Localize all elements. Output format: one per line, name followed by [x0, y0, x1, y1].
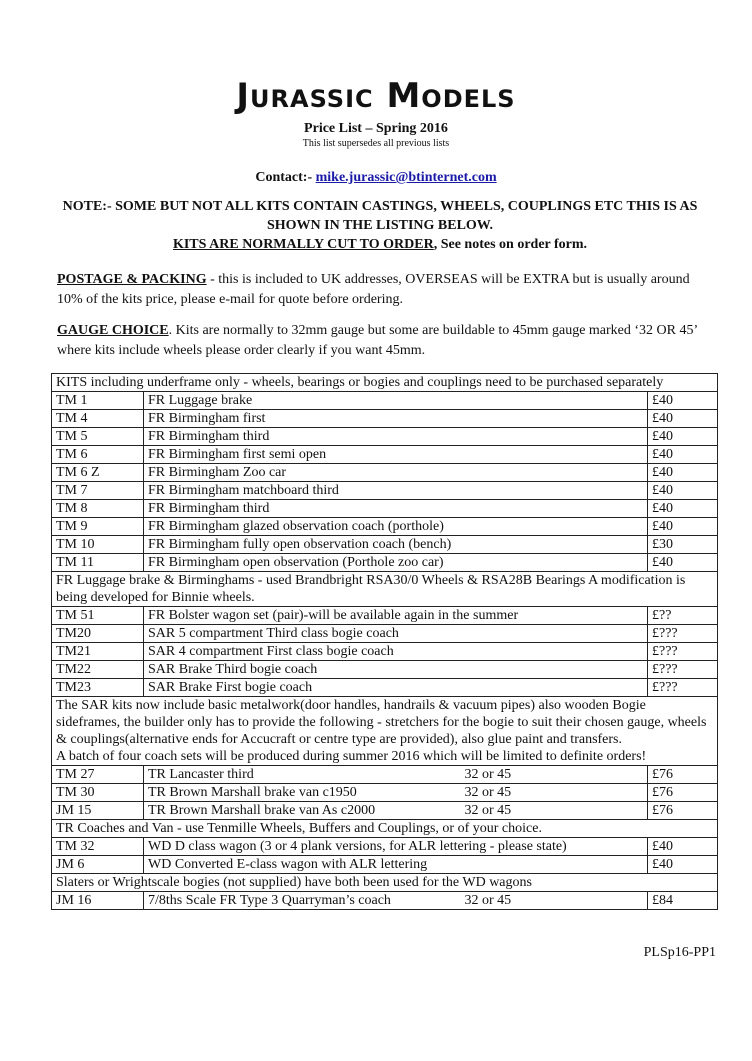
- table-row: [52, 856, 718, 874]
- kit-price: £40: [648, 482, 718, 500]
- kit-description: FR Birmingham glazed observation coach (porthole): [144, 518, 461, 536]
- table-note-row: [52, 374, 718, 392]
- kit-price: £???: [648, 661, 718, 679]
- kit-price: £40: [648, 856, 718, 874]
- table-row: [52, 554, 718, 572]
- kit-description: FR Birmingham matchboard third: [144, 482, 461, 500]
- batch-note: A batch of four coach sets will be produced during summer 2016 which will be limited to definite orders!: [56, 749, 647, 764]
- kit-description: FR Birmingham Zoo car: [144, 464, 461, 482]
- kit-gauge: [461, 428, 648, 446]
- postage-text: - this is included to UK addresses, OVERSEAS will be EXTRA but is usually around 10% of the kits price, please e-mail for quote before ordering.: [57, 272, 690, 307]
- kit-price: £40: [648, 428, 718, 446]
- kit-gauge: [461, 392, 648, 410]
- table-note: FR Luggage brake & Birminghams - used Brandbright RSA30/0 Wheels & RSA28B Bearings A modification is being developed for Binnie wheels.: [52, 572, 718, 607]
- kit-description: FR Birmingham first semi open: [144, 446, 461, 464]
- table-row: [52, 784, 718, 802]
- table-row: [52, 536, 718, 554]
- table-row: [52, 500, 718, 518]
- kit-price: £40: [648, 410, 718, 428]
- footer-ref: PLSp16-PP1: [643, 945, 716, 960]
- kit-code: TM 10: [52, 536, 144, 554]
- table-note-row: [52, 697, 718, 766]
- kit-gauge: 32 or 45: [461, 802, 648, 820]
- table-row: [52, 518, 718, 536]
- kit-price: £40: [648, 446, 718, 464]
- kit-price: £76: [648, 766, 718, 784]
- kit-gauge: [461, 643, 648, 661]
- kit-description: SAR Brake First bogie coach: [144, 679, 461, 697]
- table-note: KITS including underframe only - wheels, bearings or bogies and couplings need to be purchased separately: [52, 374, 718, 392]
- postage-heading: POSTAGE & PACKING: [57, 272, 207, 287]
- table-note-row: [52, 820, 718, 838]
- kits-cut-suffix: , See notes on order form.: [433, 237, 588, 252]
- kit-code: TM 4: [52, 410, 144, 428]
- kit-description: FR Birmingham third: [144, 500, 461, 518]
- kit-gauge: [461, 625, 648, 643]
- kit-code: TM 11: [52, 554, 144, 572]
- table-row: [52, 766, 718, 784]
- table-note-row: [52, 572, 718, 607]
- postage-paragraph: [57, 270, 717, 310]
- table-row: [52, 446, 718, 464]
- page-title: Jurassic Models: [236, 76, 516, 116]
- kit-gauge: [461, 856, 648, 874]
- kit-code: TM23: [52, 679, 144, 697]
- kit-code: TM 27: [52, 766, 144, 784]
- kits-note-text: NOTE:- SOME BUT NOT ALL KITS CONTAIN CASTINGS, WHEELS, COUPLINGS ETC THIS IS AS SHOWN IN THE LISTING BELOW.: [62, 199, 698, 233]
- contact-email-link[interactable]: mike.jurassic@btinternet.com: [315, 170, 497, 185]
- kit-price: £40: [648, 554, 718, 572]
- supersede-note: This list supersedes all previous lists: [302, 138, 450, 149]
- kit-price: £76: [648, 802, 718, 820]
- table-row: [52, 464, 718, 482]
- kit-price: £???: [648, 679, 718, 697]
- kit-price: £40: [648, 464, 718, 482]
- kit-price: £40: [648, 392, 718, 410]
- kit-code: TM20: [52, 625, 144, 643]
- kit-price: £40: [648, 838, 718, 856]
- kit-description: WD Converted E-class wagon with ALR lettering: [144, 856, 461, 874]
- table-row: [52, 802, 718, 820]
- table-row: [52, 661, 718, 679]
- table-row: [52, 482, 718, 500]
- kit-description: FR Bolster wagon set (pair)-will be available again in the summer: [144, 607, 461, 625]
- kits-table-body: [52, 374, 718, 910]
- table-row: [52, 410, 718, 428]
- sar-kits-note: The SAR kits now include basic metalwork(door handles, handrails & vacuum pipes) also wooden Bogie sideframes, the builder only has to provide the following - stretchers for the bogie to suit their chosen gauge, wheels & couplings(alternative ends for Accucraft or centre type are provided), also glue paint and transfers.: [56, 698, 707, 747]
- kit-description: TR Brown Marshall brake van As c2000: [144, 802, 461, 820]
- kit-description: 7/8ths Scale FR Type 3 Quarryman’s coach: [144, 892, 461, 910]
- gauge-heading: GAUGE CHOICE: [57, 323, 169, 338]
- table-note: Slaters or Wrightscale bogies (not supplied) have both been used for the WD wagons: [52, 874, 718, 892]
- kit-gauge: [461, 554, 648, 572]
- kit-gauge: [461, 500, 648, 518]
- kit-code: TM22: [52, 661, 144, 679]
- kit-gauge: [461, 410, 648, 428]
- kit-description: SAR 5 compartment Third class bogie coach: [144, 625, 461, 643]
- kit-code: TM 7: [52, 482, 144, 500]
- kit-code: TM 6 Z: [52, 464, 144, 482]
- kit-description: SAR Brake Third bogie coach: [144, 661, 461, 679]
- table-row: [52, 892, 718, 910]
- kits-cut-to-order: KITS ARE NORMALLY CUT TO ORDER: [172, 237, 434, 252]
- kit-price: £84: [648, 892, 718, 910]
- table-row: [52, 625, 718, 643]
- kit-description: SAR 4 compartment First class bogie coach: [144, 643, 461, 661]
- gauge-text: . Kits are normally to 32mm gauge but some are buildable to 45mm gauge marked ‘32 OR 45’ where kits include wheels please order clearly if you want 45mm.: [57, 323, 698, 358]
- kit-price: £??: [648, 607, 718, 625]
- kit-gauge: [461, 679, 648, 697]
- table-note: [52, 697, 718, 766]
- table-row: [52, 643, 718, 661]
- kit-code: JM 15: [52, 802, 144, 820]
- kit-description: FR Luggage brake: [144, 392, 461, 410]
- kit-description: FR Birmingham fully open observation coach (bench): [144, 536, 461, 554]
- kit-gauge: 32 or 45: [461, 784, 648, 802]
- kits-price-table: [51, 373, 718, 910]
- table-row: [52, 679, 718, 697]
- kits-note: [50, 197, 710, 254]
- gauge-paragraph: [57, 321, 717, 361]
- kit-description: FR Birmingham open observation (Porthole zoo car): [144, 554, 461, 572]
- kit-price: £76: [648, 784, 718, 802]
- kit-code: TM 32: [52, 838, 144, 856]
- kit-price: £30: [648, 536, 718, 554]
- kit-description: TR Brown Marshall brake van c1950: [144, 784, 461, 802]
- kit-code: TM21: [52, 643, 144, 661]
- contact-label: Contact:-: [255, 170, 313, 185]
- table-row: [52, 607, 718, 625]
- kit-price: £???: [648, 625, 718, 643]
- table-row: [52, 392, 718, 410]
- kit-gauge: [461, 464, 648, 482]
- kit-code: TM 5: [52, 428, 144, 446]
- table-row: [52, 428, 718, 446]
- table-note-row: [52, 874, 718, 892]
- kit-description: FR Birmingham third: [144, 428, 461, 446]
- kit-description: FR Birmingham first: [144, 410, 461, 428]
- kit-code: TM 6: [52, 446, 144, 464]
- kit-gauge: [461, 446, 648, 464]
- table-row: [52, 838, 718, 856]
- kit-gauge: [461, 518, 648, 536]
- kit-code: TM 30: [52, 784, 144, 802]
- table-note: TR Coaches and Van - use Tenmille Wheels, Buffers and Couplings, or of your choice.: [52, 820, 718, 838]
- kit-code: JM 16: [52, 892, 144, 910]
- kit-gauge: 32 or 45: [461, 892, 648, 910]
- kit-gauge: [461, 482, 648, 500]
- kit-price: £???: [648, 643, 718, 661]
- kit-price: £40: [648, 518, 718, 536]
- kit-code: TM 9: [52, 518, 144, 536]
- kit-code: TM 1: [52, 392, 144, 410]
- contact-line: [0, 169, 752, 187]
- kit-code: TM 51: [52, 607, 144, 625]
- kit-description: WD D class wagon (3 or 4 plank versions, for ALR lettering - please state): [144, 838, 461, 856]
- kit-gauge: [461, 661, 648, 679]
- kit-code: JM 6: [52, 856, 144, 874]
- kit-description: TR Lancaster third: [144, 766, 461, 784]
- kit-price: £40: [648, 500, 718, 518]
- price-list-subtitle: Price List – Spring 2016: [304, 121, 448, 136]
- kit-gauge: [461, 536, 648, 554]
- kit-gauge: 32 or 45: [461, 766, 648, 784]
- kit-code: TM 8: [52, 500, 144, 518]
